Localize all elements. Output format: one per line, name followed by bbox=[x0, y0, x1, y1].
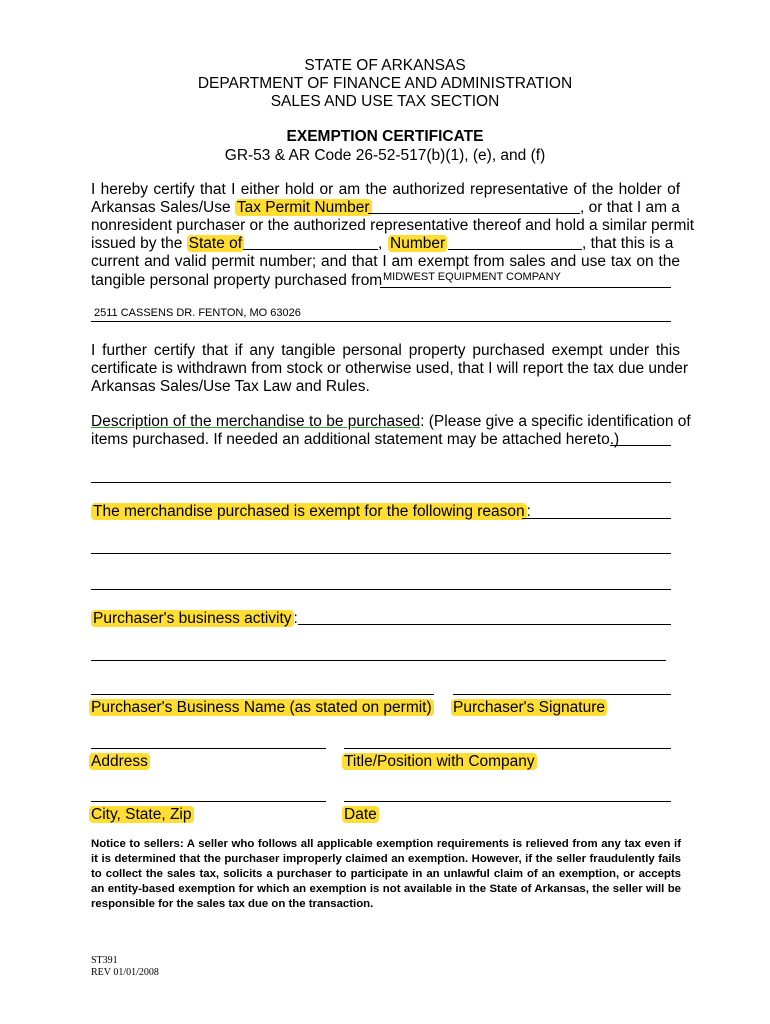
certify-line-4-comma: , bbox=[378, 235, 383, 252]
certify-line-6: tangible personal property purchased from bbox=[91, 272, 383, 289]
signature-label-wrap bbox=[451, 699, 607, 717]
exempt-reason-field-1[interactable] bbox=[522, 518, 671, 519]
exempt-reason-row bbox=[91, 503, 531, 521]
further-line-3: Arkansas Sales/Use Tax Law and Rules. bbox=[91, 378, 370, 395]
tax-permit-number-field[interactable] bbox=[368, 213, 580, 214]
state-of-label: State of bbox=[188, 235, 243, 252]
certify-line-4 bbox=[91, 235, 244, 253]
permit-number-label-wrap bbox=[388, 235, 447, 253]
business-name-label-wrap bbox=[89, 699, 434, 717]
signature-label: Purchaser's Signature bbox=[453, 699, 606, 716]
business-activity-field-2[interactable] bbox=[91, 660, 666, 661]
seller-address-value: 2511 CASSENS DR. FENTON, MO 63026 bbox=[94, 307, 301, 319]
state-of-field[interactable] bbox=[243, 249, 378, 250]
description-field-2[interactable] bbox=[91, 482, 671, 483]
city-state-zip-field[interactable] bbox=[91, 801, 326, 802]
title-position-label: Title/Position with Company bbox=[344, 753, 535, 770]
form-revision: REV 01/01/2008 bbox=[91, 967, 159, 978]
header-section: SALES AND USE TAX SECTION bbox=[270, 93, 500, 110]
form-number: ST391 bbox=[91, 955, 118, 966]
exempt-reason-colon: : bbox=[526, 503, 531, 520]
description-line-1 bbox=[91, 413, 691, 431]
certify-line-2 bbox=[91, 199, 372, 217]
description-label: Description of the merchandise to be purchased bbox=[91, 413, 421, 430]
description-line-2: items purchased. If needed an additional statement may be attached hereto.) bbox=[91, 431, 620, 448]
certify-line-2-text: Arkansas Sales/Use bbox=[91, 199, 235, 216]
further-line-1: I further certify that if any tangible personal property purchased exempt under this bbox=[91, 342, 680, 359]
certify-line-3: nonresident purchaser or the authorized representative thereof and hold a similar permit bbox=[91, 217, 695, 234]
business-activity-colon: : bbox=[293, 610, 298, 627]
further-line-2: certificate is withdrawn from stock or otherwise used, that I will report the tax due under bbox=[91, 360, 689, 377]
certify-line-4-end: , that this is a bbox=[582, 235, 674, 252]
certify-line-5: current and valid permit number; and that I am exempt from sales and use tax on the bbox=[91, 253, 680, 270]
tax-permit-number-label: Tax Permit Number bbox=[236, 199, 370, 216]
business-activity-label: Purchaser's business activity bbox=[93, 610, 292, 627]
exempt-reason-field-3[interactable] bbox=[91, 589, 671, 590]
address-label-wrap bbox=[89, 753, 150, 771]
address-label: Address bbox=[91, 753, 148, 770]
description-field-1[interactable] bbox=[610, 445, 671, 446]
seller-name-field[interactable] bbox=[380, 287, 671, 288]
header-state: STATE OF ARKANSAS bbox=[304, 57, 466, 74]
form-title: EXEMPTION CERTIFICATE bbox=[286, 128, 484, 145]
description-line-1-text: : (Please give a specific identification of bbox=[420, 413, 691, 430]
business-name-label: Purchaser's Business Name (as stated on permit) bbox=[91, 699, 432, 716]
notice-to-sellers: Notice to sellers: A seller who follows all applicable exemption requirements is relieved from any tax even if it is determined that the purchaser improperly claimed an exemption. However, if the seller fraudulently fails to collect the sales tax, solicits a purchaser to participate in an unlawful claim of an exemption, or accepts an entity-based exemption for which an exemption is not available in the State of Arkansas, the seller will be responsible for the sales tax due on the transaction. bbox=[91, 838, 681, 910]
date-label: Date bbox=[344, 806, 377, 823]
seller-address-field[interactable] bbox=[91, 321, 671, 322]
form-subtitle: GR-53 & AR Code 26-52-517(b)(1), (e), and (f) bbox=[224, 147, 546, 164]
date-label-wrap bbox=[342, 806, 379, 824]
date-field[interactable] bbox=[344, 801, 671, 802]
permit-number-label: Number bbox=[390, 235, 446, 252]
seller-name-value: MIDWEST EQUIPMENT COMPANY bbox=[383, 271, 561, 283]
exempt-reason-label: The merchandise purchased is exempt for the following reason bbox=[93, 503, 525, 520]
city-state-zip-label-wrap bbox=[89, 806, 194, 824]
city-state-zip-label: City, State, Zip bbox=[91, 806, 192, 823]
certify-line-1: I hereby certify that I either hold or am the authorized representative of the holder of bbox=[91, 181, 680, 198]
certify-line-4-text: issued by the bbox=[91, 235, 187, 252]
title-position-field[interactable] bbox=[344, 748, 671, 749]
activity-row bbox=[91, 610, 298, 628]
permit-number-field[interactable] bbox=[448, 249, 582, 250]
business-name-field[interactable] bbox=[91, 694, 434, 695]
exempt-reason-field-2[interactable] bbox=[91, 553, 671, 554]
business-activity-field-1[interactable] bbox=[298, 624, 671, 625]
header-department: DEPARTMENT OF FINANCE AND ADMINISTRATION bbox=[197, 75, 573, 92]
address-field[interactable] bbox=[91, 748, 326, 749]
title-position-label-wrap bbox=[342, 753, 537, 771]
certify-line-2-end: , or that I am a bbox=[580, 199, 680, 216]
signature-field[interactable] bbox=[453, 694, 671, 695]
